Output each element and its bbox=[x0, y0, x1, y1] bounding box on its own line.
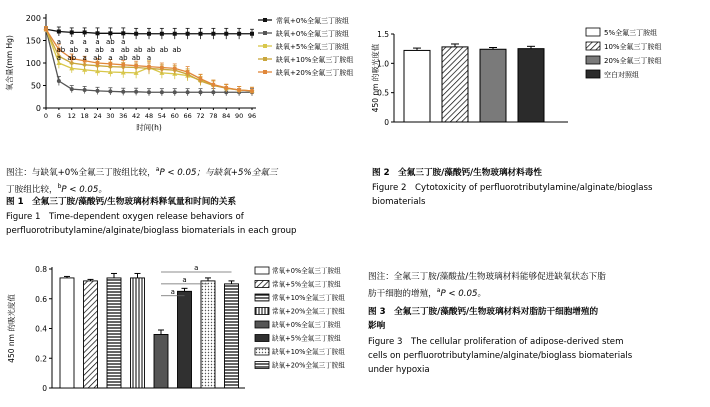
figure1-y-tick-label: 50 bbox=[30, 81, 41, 91]
figure3-bar bbox=[225, 284, 239, 388]
figure1-x-tick-label: 84 bbox=[222, 112, 231, 120]
figure3-legend-label: 常氧+10%全氟三丁胺组 bbox=[272, 294, 345, 302]
figure3-caption-en-1: Figure 3 The cellular proliferation of adipose-derived stem bbox=[368, 337, 624, 347]
figure3-note-1: 图注：全氟三丁胺/藻酸盐/生物玻璃材料能够促进缺氧状态下脂 bbox=[368, 272, 606, 282]
figure3-legend-swatch bbox=[255, 321, 269, 328]
figure1-annotation-label: ab bbox=[120, 46, 130, 54]
figure1-annotation-label: ab bbox=[56, 46, 66, 54]
figure3-legend-label: 常氧+0%全氟三丁胺组 bbox=[272, 267, 341, 275]
figure1-legend-marker bbox=[263, 44, 267, 48]
figure1-point bbox=[212, 83, 216, 87]
figure2-bar bbox=[518, 49, 544, 122]
figure1-legend-label: 常氧+0%全氟三丁胺组 bbox=[276, 17, 349, 25]
figure1-annotation-label: ab bbox=[93, 54, 102, 62]
figure1-point bbox=[109, 62, 113, 66]
figure3-bar bbox=[107, 278, 121, 388]
figure3-note bbox=[368, 270, 708, 301]
figure3-significance-label: a bbox=[170, 287, 175, 296]
figure1-point bbox=[121, 63, 125, 67]
figure1-x-tick-label: 66 bbox=[183, 112, 192, 120]
figure3-y-axis-label: 450 nm 的吸光度值 bbox=[7, 294, 16, 363]
figure1-point bbox=[57, 79, 61, 83]
figure3-legend-swatch bbox=[255, 267, 269, 274]
figure1-point bbox=[250, 89, 254, 93]
figure1-legend-marker bbox=[263, 18, 267, 22]
figure1-point bbox=[237, 32, 241, 36]
figure1-annotation-label: a bbox=[95, 38, 100, 46]
figure1-x-tick-label: 72 bbox=[196, 112, 205, 120]
figure1-note-line2: 丁胺组比较， bbox=[6, 184, 58, 195]
figure1-y-tick-label: 0 bbox=[35, 104, 41, 113]
figure2-legend-label: 空白对照组 bbox=[604, 71, 639, 79]
figure3-legend-label: 缺氧+0%全氟三丁胺组 bbox=[272, 321, 341, 329]
figure1-point bbox=[224, 86, 228, 90]
figure1-point bbox=[211, 90, 215, 94]
figure2-legend-swatch bbox=[586, 56, 600, 64]
figure2-caption-cn: 图 2 全氟三丁胺/藻酸钙/生物玻璃材料毒性 bbox=[372, 168, 542, 178]
figure1-point bbox=[173, 32, 177, 36]
figure3-significance-label: a bbox=[182, 275, 187, 284]
figure1-point bbox=[96, 31, 100, 35]
figure1-x-tick-label: 90 bbox=[234, 112, 244, 120]
figure2-legend-label: 5%全氟三丁胺组 bbox=[604, 29, 658, 37]
figure2-y-tick-label: 1.5 bbox=[377, 30, 389, 39]
figure1-note-sup-b: b bbox=[57, 182, 62, 190]
figure1-y-axis-label: 氧含量(mm Hg) bbox=[5, 35, 14, 91]
figure1-point bbox=[186, 70, 190, 74]
figure1-note-line2-end: P < 0.05。 bbox=[61, 184, 107, 195]
figure1-y-tick-label: 150 bbox=[25, 36, 41, 46]
figure1-point bbox=[108, 89, 112, 93]
figure1-point bbox=[250, 32, 254, 36]
figure2-y-tick-label: 0.5 bbox=[377, 88, 389, 98]
figure1-point bbox=[173, 67, 177, 71]
figure2-bar-chart bbox=[368, 0, 708, 160]
figure3-y-tick-label: 0.6 bbox=[35, 294, 47, 304]
figure1-note-sup-a: a bbox=[155, 166, 160, 173]
figure1-point bbox=[199, 77, 203, 81]
figure1-legend-label: 缺氧+5%全氟三丁胺组 bbox=[276, 43, 349, 51]
figure1-annotation-label: a bbox=[84, 46, 89, 54]
figure1-annotation-label: a bbox=[69, 38, 74, 46]
figure1-point bbox=[199, 90, 203, 94]
figure3-bar bbox=[131, 278, 145, 388]
figure1-point bbox=[83, 30, 87, 34]
figure1-x-tick-label: 24 bbox=[93, 112, 102, 120]
figure1-point bbox=[134, 64, 138, 68]
figure1-x-tick-label: 42 bbox=[131, 112, 141, 120]
figure1-point bbox=[57, 30, 61, 34]
figure2-bar bbox=[480, 49, 506, 122]
figure3-caption-en-3: under hypoxia bbox=[368, 365, 430, 375]
figure1-x-tick-label: 78 bbox=[209, 112, 218, 120]
figure1-point bbox=[186, 32, 190, 36]
figure1-point bbox=[211, 32, 215, 36]
figure1-annotation-label: a bbox=[121, 38, 126, 46]
figure1-x-tick-label: 60 bbox=[170, 112, 179, 120]
figure3-bar-chart bbox=[0, 255, 362, 407]
figure3-y-tick-label: 0.4 bbox=[35, 324, 47, 334]
figure1-point bbox=[160, 90, 164, 94]
figure1-point bbox=[147, 65, 151, 69]
figure3-significance-label: a bbox=[194, 263, 199, 272]
figure3-legend-swatch bbox=[255, 362, 269, 369]
figure1-point bbox=[96, 89, 100, 93]
figure1-point bbox=[224, 32, 228, 36]
figure3-legend-swatch bbox=[255, 335, 269, 342]
figure1-annotation-label: ab bbox=[133, 46, 143, 54]
figure3-y-tick-label: 0 bbox=[42, 384, 47, 393]
figure3-note-sup: a bbox=[436, 287, 441, 294]
figure1-x-tick-label: 54 bbox=[157, 112, 167, 120]
figure1-annotation-label: a bbox=[108, 54, 113, 62]
figure3-legend-label: 缺氧+5%全氟三丁胺组 bbox=[272, 334, 341, 343]
figure3-bar bbox=[201, 281, 215, 388]
figure1-x-tick-label: 12 bbox=[67, 112, 76, 120]
figure1-annotation-label: a bbox=[146, 54, 152, 62]
figure1-note bbox=[6, 163, 306, 197]
figure1-legend-label: 缺氧+10%全氟三丁胺组 bbox=[276, 56, 354, 64]
figure1-point bbox=[70, 87, 74, 91]
figure1-annotation-label: a bbox=[56, 54, 62, 62]
figure3-bar bbox=[84, 281, 98, 388]
figure1-x-tick-label: 18 bbox=[80, 112, 89, 120]
figure1-point bbox=[147, 90, 151, 94]
figure3-legend-label: 缺氧+10%全氟三丁胺组 bbox=[272, 348, 345, 356]
figure1-point bbox=[70, 30, 74, 34]
figure1-x-tick-label: 0 bbox=[43, 112, 49, 120]
figure1-annotation-label: ab bbox=[146, 46, 156, 54]
figure1-x-axis-label: 时间(h) bbox=[136, 123, 162, 132]
figure1-point bbox=[134, 32, 138, 36]
figure1-legend-marker bbox=[263, 31, 267, 35]
figure2-caption-en-1: Figure 2 Cytotoxicity of perfluorotributylamine/alginate/bioglass bbox=[372, 183, 653, 193]
figure3-legend-swatch bbox=[255, 348, 269, 355]
figure3-legend-swatch bbox=[255, 294, 269, 301]
figure3-legend-label: 常氧+20%全氟三丁胺组 bbox=[272, 307, 345, 316]
figure1-annotation-label: a bbox=[110, 46, 115, 54]
figure1-annotation-label: ab bbox=[118, 54, 128, 62]
figure2-legend-swatch bbox=[586, 70, 600, 78]
figure1-point bbox=[108, 31, 112, 35]
figure1-legend-marker bbox=[263, 70, 267, 74]
figure2-bar bbox=[442, 47, 468, 122]
figure1-line-chart bbox=[0, 0, 365, 160]
figure1-point bbox=[199, 32, 203, 36]
figure3-legend-label: 常氧+5%全氟三丁胺组 bbox=[272, 280, 341, 289]
figure3-bar bbox=[178, 291, 192, 388]
figure1-legend-label: 缺氧+0%全氟三丁胺组 bbox=[276, 30, 349, 38]
figure1-caption-cn: 图 1 全氟三丁胺/藻酸钙/生物玻璃材料释氧量和时间的关系 bbox=[6, 197, 237, 207]
figure1-point bbox=[160, 66, 164, 70]
figure1-point bbox=[83, 88, 87, 92]
figure1-x-tick-label: 96 bbox=[247, 112, 257, 120]
figure1-point bbox=[44, 27, 48, 31]
figure1-annotation-label: ab bbox=[172, 46, 182, 54]
figure3-y-tick-label: 0.8 bbox=[35, 265, 47, 274]
figure1-point bbox=[237, 88, 241, 92]
figure2-y-tick-label: 0 bbox=[384, 118, 389, 127]
figure2-legend-swatch bbox=[586, 42, 600, 50]
figure3-caption-cn-1: 图 3 全氟三丁胺/藻酸钙/生物玻璃材料对脂肪干细胞增殖的 bbox=[368, 307, 599, 317]
figure1-y-tick-label: 100 bbox=[25, 59, 41, 68]
figure1-annotation-label: a bbox=[56, 38, 62, 46]
figure2-caption-en-2: biomaterials bbox=[372, 197, 426, 207]
figure3-bar bbox=[60, 278, 74, 388]
figure1-legend-label: 缺氧+20%全氟三丁胺组 bbox=[276, 69, 354, 77]
figure2-y-tick-label: 1.0 bbox=[377, 59, 389, 69]
figure3-note-2: 肪干细胞的增殖， bbox=[368, 288, 437, 299]
figure2-bar bbox=[404, 50, 430, 122]
figure1-x-tick-label: 36 bbox=[119, 112, 128, 120]
figure1-annotation-label: ab bbox=[106, 38, 115, 46]
figure1-point bbox=[160, 32, 164, 36]
figure3-caption-cn-2: 影响 bbox=[368, 321, 386, 331]
figure1-note-text: 图注：与缺氧+0%全氟三丁胺组比较， bbox=[6, 167, 156, 178]
figure1-x-tick-label: 6 bbox=[56, 112, 61, 120]
figure1-y-tick-label: 200 bbox=[25, 14, 41, 23]
figure1-annotation-label: a bbox=[82, 54, 87, 62]
figure1-x-tick-label: 48 bbox=[144, 112, 154, 120]
figure2-legend-swatch bbox=[586, 28, 600, 36]
figure1-point bbox=[121, 31, 125, 35]
figure1-annotation-label: ab bbox=[95, 46, 104, 54]
figure1-annotation-label: ab bbox=[67, 54, 77, 62]
figure1-point bbox=[147, 32, 151, 36]
figure2-legend-label: 20%全氟三丁胺组 bbox=[604, 57, 662, 65]
figure3-caption-en-2: cells on perfluorotributylamine/alginate/bioglass biomaterials bbox=[368, 351, 633, 361]
figure1-point bbox=[121, 90, 125, 94]
figure2-legend-label: 10%全氟三丁胺组 bbox=[604, 43, 662, 51]
figure3-note-2-end: P < 0.05。 bbox=[440, 288, 487, 299]
figure1-x-tick-label: 30 bbox=[106, 112, 115, 120]
figure1-annotation-label: ab bbox=[131, 54, 141, 62]
figure2-y-axis-label: 450 nm 的吸光度值 bbox=[371, 43, 380, 113]
figure1-caption-en-1: Figure 1 Time-dependent oxygen release behaviors of bbox=[6, 212, 244, 222]
figure3-legend-swatch bbox=[255, 308, 269, 315]
figure3-y-tick-label: 0.2 bbox=[35, 354, 47, 364]
figure1-point bbox=[134, 90, 138, 94]
figure1-annotation-label: ab bbox=[159, 46, 169, 54]
figure1-point bbox=[186, 90, 190, 94]
figure1-caption-en-2: perfluorotributylamine/alginate/bioglass biomaterials in each group bbox=[6, 226, 297, 236]
figure1-legend-marker bbox=[263, 57, 267, 61]
figure1-note-mid: P < 0.05；与缺氧+5%全氟三 bbox=[159, 167, 278, 178]
figure3-bar bbox=[154, 334, 168, 388]
figure3-legend-swatch bbox=[255, 281, 269, 288]
figure1-annotation-label: a bbox=[82, 38, 87, 46]
figure3-legend-label: 缺氧+20%全氟三丁胺组 bbox=[272, 361, 345, 370]
figure1-annotation-label: ab bbox=[69, 46, 79, 54]
figure1-point bbox=[173, 90, 177, 94]
